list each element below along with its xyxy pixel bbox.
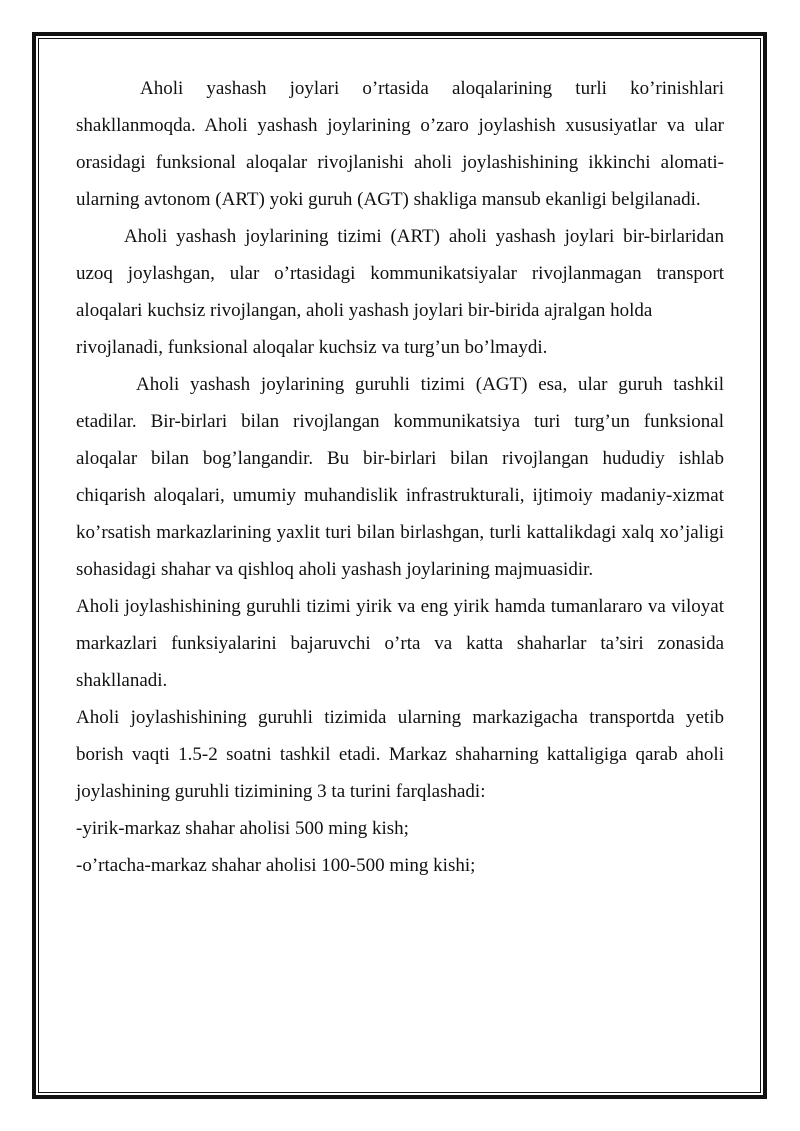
paragraph-autonomous-system-continued: rivojlanadi, funksional aloqalar kuchsiz va turg’un bo’lmaydi. [76,337,548,358]
paragraph-group-system-formation: Aholi joylashishining guruhli tizimi yirik va eng yirik hamda tumanlararo va viloyat markazlari funksiyalarini bajaruvchi o’rta va katta shaharlar ta’siri zonasida shakllanadi. [76,596,724,691]
list-item: -o’rtacha-markaz shahar aholisi 100-500 ming kishi; [76,855,476,876]
paragraph-settlement-links: Aholi yashash joylari o’rtasida aloqalarining turli ko’rinishlari shakllanmoqda. Aholi yashash joylarining o’zaro joylashish xususiyatlar va ular orasidagi funksional aloqalar rivojlanishi aholi joylashishining ikkinchi alomati-ularning avtonom (ART) yoki guruh (AGT) shakliga mansub ekanligi belgilanadi. [76,78,724,210]
paragraph-autonomous-system: Aholi yashash joylarining tizimi (ART) aholi yashash joylari bir-birlaridan uzoq joylashgan, ular o’rtasidagi kommunikatsiyalar rivojlanmagan transport aloqalari kuchsiz rivojlangan, aholi yashash joylari bir-birida ajralgan holda [76,226,724,321]
paragraph-group-system-types: Aholi joylashishining guruhli tizimida ularning markazigacha transportda yetib borish vaqti 1.5-2 soatni tashkil etadi. Markaz shaharning kattaligiga qarab aholi joylashining guruhli tizimining 3 ta turini farqlashadi: [76,707,724,802]
document-body [76,70,724,884]
paragraph-group-system: Aholi yashash joylarining guruhli tizimi (AGT) esa, ular guruh tashkil etadilar. Bir-birlari bilan rivojlangan kommunikatsiya turi turg’un funksional aloqalar bilan bog’langandir. Bu bir-birlari bilan rivojlangan hududiy ishlab chiqarish aloqalari, umumiy muhandislik infrastrukturali, ijtimoiy madaniy-xizmat ko’rsatish markazlarining yaxlit turi bilan birlashgan, turli kattalikdagi xalq xo’jaligi sohasidagi shahar va qishloq aholi yashash joylarining majmuasidir. [76,374,724,580]
list-item: -yirik-markaz shahar aholisi 500 ming kish; [76,818,409,839]
